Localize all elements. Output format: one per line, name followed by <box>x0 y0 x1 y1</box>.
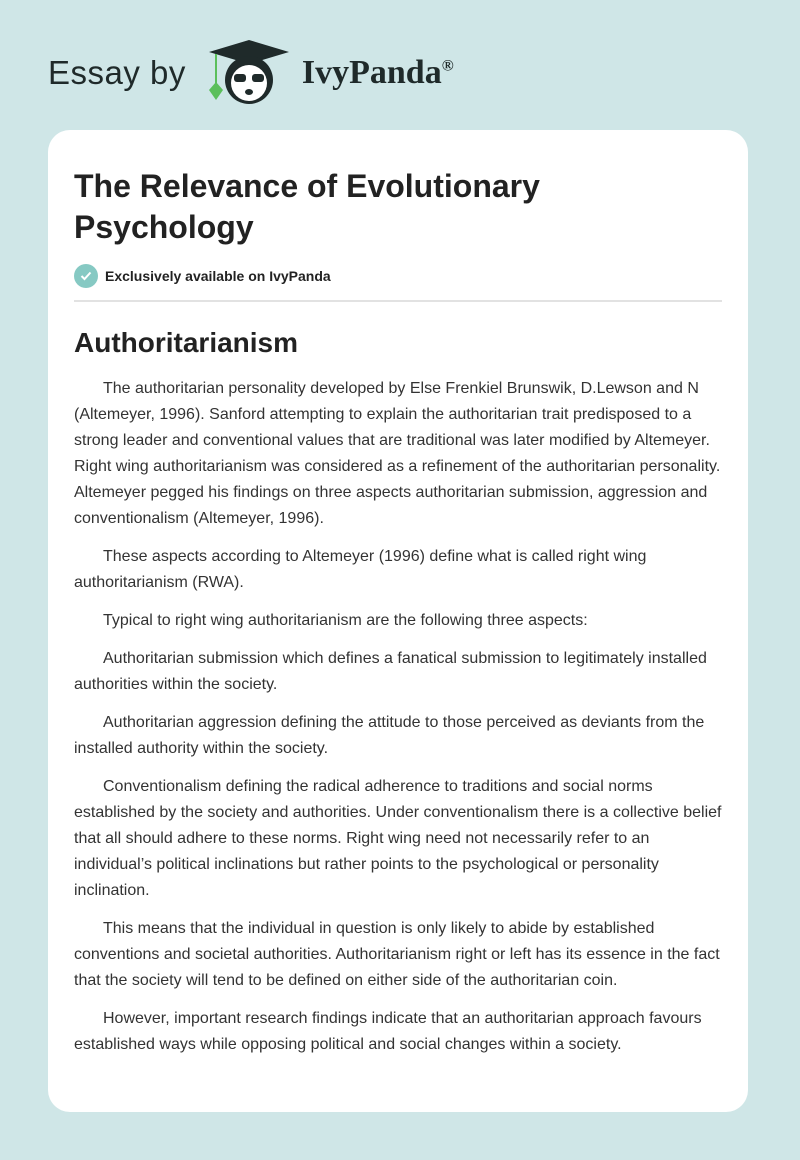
ivypanda-logo-icon <box>204 38 294 108</box>
paragraph: This means that the individual in question is only likely to abide by established conventions and societal authorities. Authoritarianism right or left has its essence in the fact that the society will tend to be defined on either side of the authoritarian coin. <box>74 920 720 989</box>
brand-header <box>48 38 454 108</box>
section-heading: Authoritarianism <box>74 327 299 358</box>
paragraph: Conventionalism defining the radical adherence to traditions and social norms established by the society and authorities. Under conventionalism there is a collective belief that all should adhere to these norms. Right wing need not necessarily refer to an individual’s political inclinations but rather points to the psychological or personality inclination. <box>74 778 722 899</box>
brand-name: IvyPanda® <box>301 54 454 91</box>
check-icon <box>74 264 98 288</box>
paragraph: The authoritarian personality developed by Else Frenkiel Brunswik, D.Lewson and N (Altemeyer, 1996). Sanford attempting to explain the authoritarian trait predisposed to a strong leader and conventional values that are traditional was later modified by Altemeyer. Right wing authoritarianism was considered as a refinement of the authoritarian personality. Altemeyer pegged his findings on three aspects authoritarian submission, aggression and conventionalism (Altemeyer, 1996). <box>74 380 721 527</box>
paragraph: Authoritarian aggression defining the attitude to those perceived as deviants from the installed authority within the society. <box>74 714 705 757</box>
paragraph: These aspects according to Altemeyer (1996) define what is called right wing authoritarianism (RWA). <box>74 548 647 591</box>
essay-card <box>48 130 748 1112</box>
paragraph: Typical to right wing authoritarianism are the following three aspects: <box>103 612 588 629</box>
paragraph: Authoritarian submission which defines a fanatical submission to legitimately installed authorities within the society. <box>74 650 707 693</box>
exclusive-badge <box>74 264 722 288</box>
divider <box>74 300 722 302</box>
paragraph: However, important research findings indicate that an authoritarian approach favours established ways while opposing political and social changes within a society. <box>74 1010 702 1053</box>
page-title: The Relevance of Evolutionary Psychology <box>74 168 540 245</box>
exclusive-label: Exclusively available on IvyPanda <box>105 268 331 284</box>
essay-by-label: Essay by <box>48 54 186 91</box>
